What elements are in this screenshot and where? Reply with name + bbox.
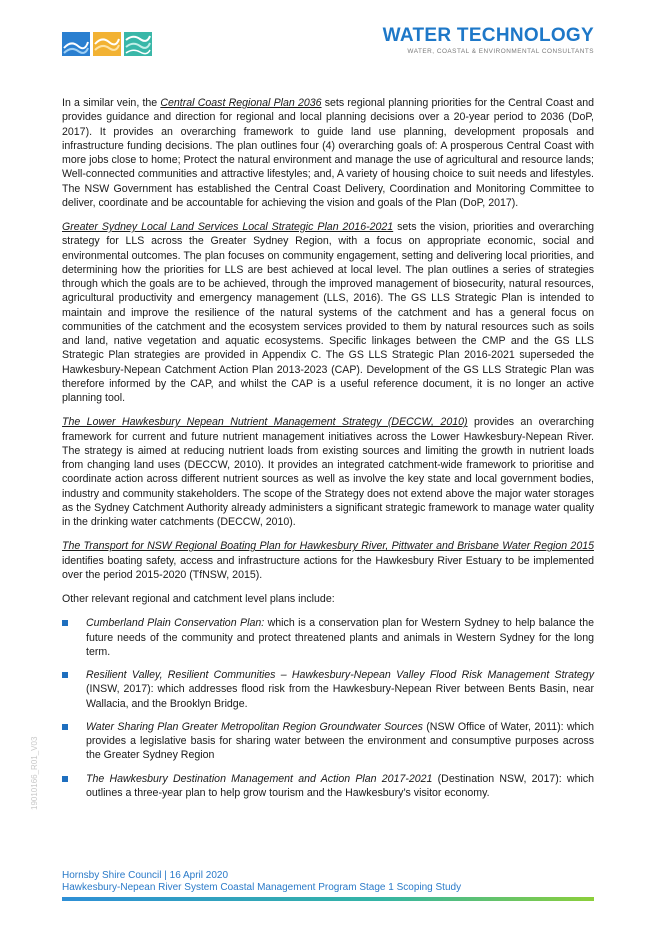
list-item: Resilient Valley, Resilient Communities – Hawkesbury-Nepean Valley Flood Risk Management Strategy (INSW, 2017): which addresses flood risk from the Hawkesbury-Nepean River between Bents Basin, near Wallacia, and the Brooklyn Bridge. bbox=[62, 668, 594, 711]
plan-reference: The Transport for NSW Regional Boating Plan for Hawkesbury River, Pittwater and Brisbane Water Region 2015 bbox=[62, 540, 594, 553]
list-intro: Other relevant regional and catchment level plans include: bbox=[62, 593, 335, 605]
bullet-icon bbox=[62, 776, 68, 782]
footer-project-title: Hawkesbury-Nepean River System Coastal Management Program Stage 1 Scoping Study bbox=[62, 882, 462, 893]
brand-tagline: WATER, COASTAL & ENVIRONMENTAL CONSULTANTS bbox=[407, 48, 594, 55]
plan-reference: The Lower Hawkesbury Nepean Nutrient Management Strategy (DECCW, 2010) bbox=[62, 416, 468, 429]
paragraph-nutrient-strategy: The Lower Hawkesbury Nepean Nutrient Management Strategy (DECCW, 2010) provides an overarching framework for current and future nutrient management initiatives across the Lower Hawkesbury-Nepean River. The strategy is aimed at reducing nutrient loads from existing sources and limiting the growth in nutrient loads from changing land uses (DECCW, 2010). It provides an integrated catchment-wide framework to prioritise and coordinate action across different nutrient sources as well as involve the key state and local government bodies, industry and community stakeholders. The scope of the Strategy does not extend above the major water storages as the Sydney Catchment Authority already administers a significant strategic framework to manage water quality in the drinking water catchments (DECCW, 2010). bbox=[62, 416, 595, 528]
list-item: Water Sharing Plan Greater Metropolitan Region Groundwater Sources (NSW Office of Water, 2011): which provides a legislative basis for sharing water between the environment and consumptive purposes across the Greater Sydney Region bbox=[62, 720, 594, 763]
bullet-icon bbox=[62, 672, 68, 678]
plans-list bbox=[62, 616, 594, 800]
plan-reference: Greater Sydney Local Land Services Local Strategic Plan 2016-2021 bbox=[62, 221, 394, 233]
water-technology-logo bbox=[62, 30, 154, 58]
page-footer bbox=[62, 870, 461, 894]
paragraph-gs-lls: Greater Sydney Local Land Services Local Strategic Plan 2016-2021 sets the vision, priorities and overarching strategy for LLS across the Greater Sydney Region, with a focus on appropriate economic, social and environmental outcomes. The plan focuses on community engagement, setting and delivering local priorities, and determining how the priorities for LLS are best achieved at local level. The plan outlines a series of strategies through which the goals are to be achieved, through the improved management of biosecurity, natural resources, agricultural productivity and emergency management (LLS, 2016). The GS LLS Strategic Plan is intended to maintain and improve the resilience of the natural systems of the catchment and has a general focus on communities of the catchment and the ecosystem services provided to them by natural resources such as soils and land, native vegetation and aquatic ecosystems. Specific linkages between the CMP and the GS LLS Strategic Plan strategies are provided in Appendix C. The GS LLS Strategic Plan 2016-2021 superseded the Hawkesbury-Nepean Catchment Action Plan 2013-2023 (CAP). Development of the GS LLS Strategic Plan was therefore informed by the CAP, and whilst the CAP is a useful reference document, it is no longer an active planning tool. bbox=[62, 221, 594, 404]
paragraph-central-coast: In a similar vein, the Central Coast Regional Plan 2036 sets regional planning priorities for the Central Coast and provides guidance and direction for regional and local planning decisions over a 20-year period to 2036 (DoP, 2017). It provides an overarching framework to guide land use planning, development proposals and infrastructure funding decisions. The plan outlines four (4) overarching goals of: A prosperous Central Coast with more jobs close to home; Protect the natural environment and manage the use of agricultural and resource lands; Well-connected communities and attractive lifestyles; and, A variety of housing choice to suit needs and lifestyles. The NSW Government has established the Central Coast Delivery, Coordination and Monitoring Committee to deliver, coordinate and be accountable for achieving the vision and goals of the Plan (DoP, 2017). bbox=[62, 97, 595, 209]
brand-name: WATER TECHNOLOGY bbox=[382, 25, 594, 46]
paragraph-boating-plan: The Transport for NSW Regional Boating Plan for Hawkesbury River, Pittwater and Brisbane Water Region 2015 identifies boating safety, access and infrastructure actions for the Hawkesbury River Estuary to be implemented over the period 2015-2020 (TfNSW, 2015). bbox=[62, 540, 594, 581]
brand-block bbox=[383, 26, 594, 55]
plan-reference: Central Coast Regional Plan 2036 bbox=[160, 97, 322, 109]
body-text bbox=[62, 96, 594, 809]
footer-gradient-bar bbox=[62, 897, 594, 901]
bullet-icon bbox=[62, 724, 68, 730]
footer-client-date: Hornsby Shire Council | 16 April 2020 bbox=[62, 870, 229, 881]
document-code: 19010166_R01_V03 bbox=[30, 736, 39, 810]
list-item: Cumberland Plain Conservation Plan: which is a conservation plan for Western Sydney to help balance the future needs of the community and protect threatened plants and animals in Western Sydney for the long term. bbox=[62, 616, 594, 659]
list-item: The Hawkesbury Destination Management and Action Plan 2017-2021 (Destination NSW, 2017): which outlines a three-year plan to help grow tourism and the Hawkesbury’s visitor economy. bbox=[62, 772, 594, 801]
bullet-icon bbox=[62, 620, 68, 626]
